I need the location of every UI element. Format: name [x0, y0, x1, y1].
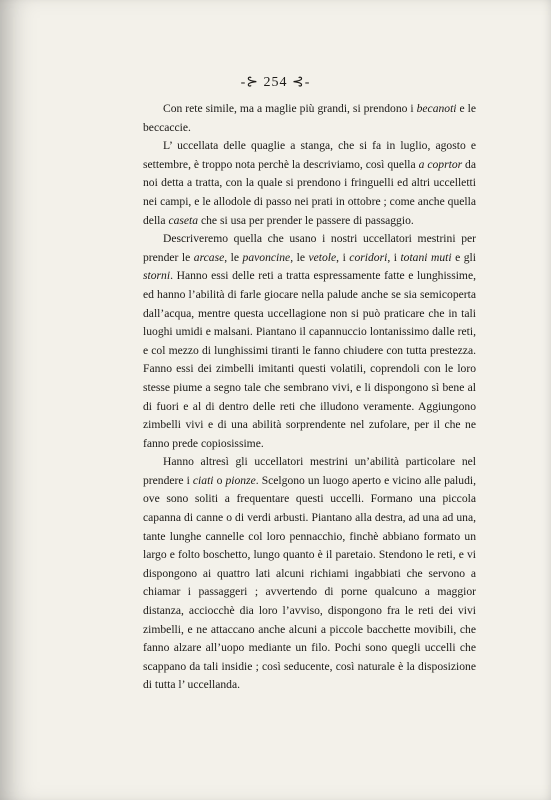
text-run: , i: [336, 250, 350, 264]
text-run: e gli: [451, 250, 476, 264]
text-run: . Hanno essi delle reti a tratta espressamente fatte e lunghissime, ed hanno l’abilità di farle giocare nella palude anche se sia semicoperta dall’acqua, mentre questa uccellagione non si può praticare che in tali luoghi umidi e malsani. Piantano il capannuccio lontanissimo dalle reti, e col mezzo di lunghissimi tiranti le fanno chiudere con tutta prestezza. Fanno essi dei zimbelli imitanti questi volatili, coprendoli con le loro stesse piume a segno tale che sembrano vivi, e li dispongono sì bene al di fuori e al di dentro delle reti che illudono veramente. Aggiungono zimbelli vivi e di una abilità sorprendente nel zufolare, per il che ne fanno prede copiosissime.: [143, 269, 476, 450]
text-run: Hanno altresì gli uccellatori mestrini un’abilità particolare nel prendere i: [143, 455, 476, 487]
italic-term: caseta: [168, 213, 199, 227]
text-run: , le: [224, 250, 243, 264]
italic-term: a coprtor: [418, 157, 463, 171]
text-run: che si usa per prender le passere di passaggio.: [198, 213, 414, 227]
text-run: L’ uccellata delle quaglie a stanga, che si fa in luglio, agosto e settembre, è troppo nota perchè la descriviamo, così quella: [143, 139, 476, 171]
text-run: . Scelgono un luogo aperto e vicino alle paludi, ove sono soliti a frequentare questi uccelli. Formano una piccola capanna di canne o di verdi arbusti. Piantano alla destra, ad una ad una, tante lunghe cannelle col loro pennacchio, finchè abbiano formato un largo e folto boschetto, lungo quanto è il paretaio. Stendono le reti, e vi dispongono ai quattro lati alcuni richiami ingabbiati che servono a chiamar i passaggeri ; avvertendo di porne qualcuno a maggior distanza, acciocchè dia loro l’avviso, dispongono fra le reti dei vivi zimbelli, e ne attaccano anche alcuni a piccole bacchette movibili, che fanno alzare all’uopo mediante un filo. Pochi sono quegli uccelli che scappano da tali insidie ; così seducente, così naturale è la disposizione di tutta l’ uccellanda.: [143, 473, 476, 692]
paragraph: [143, 453, 476, 695]
italic-term: becanoti: [416, 102, 457, 115]
text-run: Descriveremo quella che usano i nostri uccellatori mestrini per prender le: [143, 232, 476, 264]
italic-term: coridori: [349, 250, 388, 264]
body-text: [143, 100, 476, 695]
paragraph: [143, 100, 476, 137]
paragraph: [143, 137, 476, 230]
italic-term: totani muti: [400, 250, 452, 264]
page-number: -⊱ 254 ⊰-: [240, 75, 311, 90]
text-run: o: [213, 473, 226, 487]
text-run: Con rete simile, ma a maglie più grandi, si prendono i: [163, 102, 417, 115]
italic-term: vetole: [308, 250, 337, 264]
italic-term: arcase: [193, 250, 225, 264]
text-run: , i: [387, 250, 401, 264]
italic-term: ciati: [192, 473, 214, 487]
text-run: e le beccaccie.: [143, 102, 476, 134]
paragraph: [143, 230, 476, 453]
italic-term: pionze: [225, 473, 256, 487]
italic-term: pavoncine: [242, 250, 291, 264]
text-run: da noi detta a tratta, con la quale si prendono i fringuelli ed altri uccelletti nei campi, e le allodole di passo nei prati in ottobre ; come anche quella della: [143, 157, 477, 227]
italic-term: storni: [143, 269, 171, 283]
text-run: , le: [290, 250, 309, 264]
